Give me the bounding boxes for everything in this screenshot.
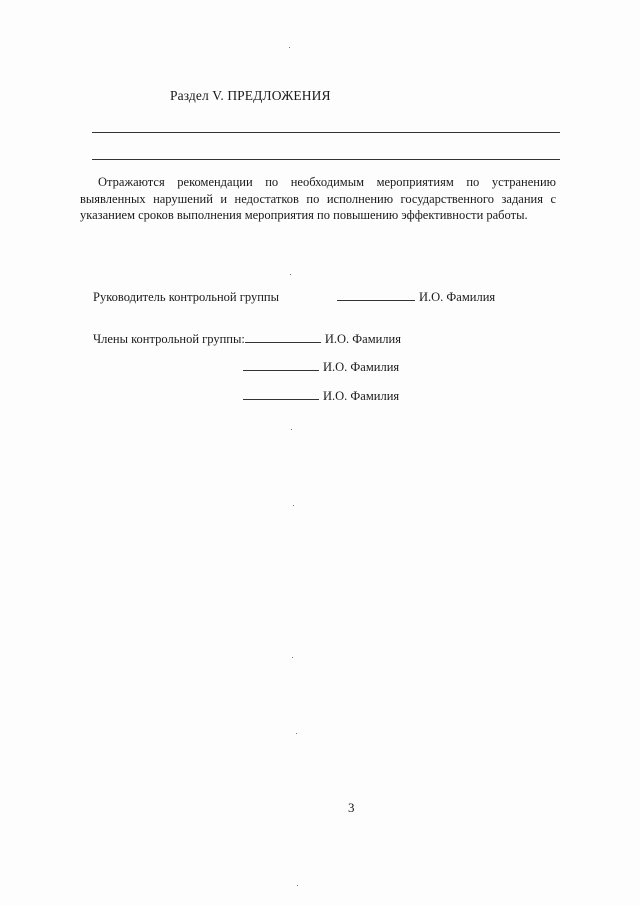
section-title: Раздел V. ПРЕДЛОЖЕНИЯ — [170, 88, 331, 103]
member-signature-blank-2 — [243, 360, 319, 371]
head-name: И.О. Фамилия — [419, 290, 496, 304]
member-name-1: И.О. Фамилия — [324, 332, 401, 346]
scan-speck — [289, 47, 290, 48]
scan-speck — [293, 505, 294, 506]
section-description: Отражаются рекомендации по необходимым мероприятиям по устранению выявленных нарушений и недостатков по исполнению государственного задания с указанием сроков выполнения мероприятия по повышению эффективности работы. — [80, 175, 556, 222]
head-signature-row — [93, 290, 495, 305]
member-name-3: И.О. Фамилия — [323, 389, 400, 403]
member-signature-blank-1 — [245, 332, 321, 343]
scan-speck — [292, 657, 293, 658]
head-label: Руководитель контрольной группы — [93, 290, 279, 304]
scan-speck — [290, 274, 291, 275]
scan-speck — [296, 733, 297, 734]
members-label: Члены контрольной группы: — [93, 332, 245, 346]
proposal-fill-line-1 — [92, 132, 560, 133]
member-signature-blank-3 — [243, 389, 319, 400]
member-signature-row-3 — [243, 389, 399, 404]
member-name-2: И.О. Фамилия — [323, 360, 400, 374]
proposal-fill-line-2 — [92, 159, 560, 160]
head-signature-blank — [337, 290, 415, 301]
member-signature-row-1 — [93, 332, 401, 347]
scan-speck — [297, 885, 298, 886]
scan-speck — [291, 429, 292, 430]
page-number: 3 — [348, 800, 355, 815]
member-signature-row-2 — [243, 360, 399, 375]
